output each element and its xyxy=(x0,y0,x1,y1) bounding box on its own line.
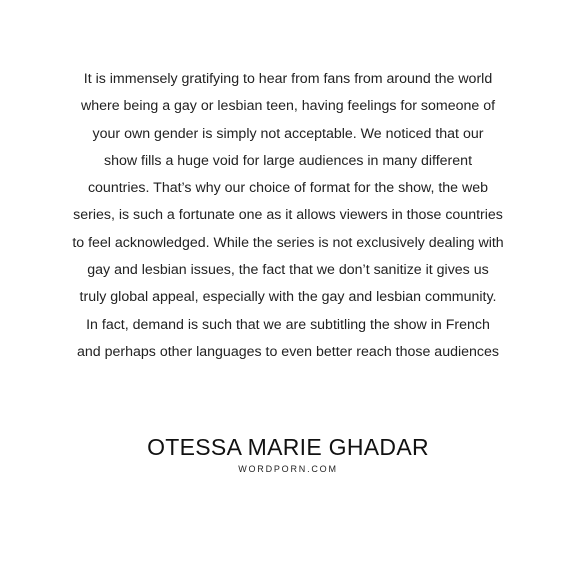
quote-line: and perhaps other languages to even better reach those audiences xyxy=(77,343,499,360)
quote-text xyxy=(40,66,536,366)
quote-line: your own gender is simply not acceptable. We noticed that our xyxy=(92,125,484,142)
quote-line: gay and lesbian issues, the fact that we don’t sanitize it gives us xyxy=(87,262,489,279)
quote-line: to feel acknowledged. While the series is not exclusively dealing with xyxy=(72,234,504,251)
quote-line: show fills a huge void for large audiences in many different xyxy=(103,152,473,169)
quote-line: series, is such a fortunate one as it allows viewers in those countries xyxy=(73,207,503,224)
quote-line: truly global appeal, especially with the gay and lesbian community. xyxy=(79,289,497,306)
site-credit: WORDPORN.COM xyxy=(238,464,338,474)
quote-line: In fact, demand is such that we are subtitling the show in French xyxy=(86,316,490,333)
quote-line: where being a gay or lesbian teen, having feelings for someone of xyxy=(80,98,496,115)
quote-line: countries. That’s why our choice of format for the show, the web xyxy=(87,180,489,197)
author-name: OTESSA MARIE GHADAR xyxy=(147,434,429,460)
quote-line: It is immensely gratifying to hear from fans from around the world xyxy=(83,71,493,87)
